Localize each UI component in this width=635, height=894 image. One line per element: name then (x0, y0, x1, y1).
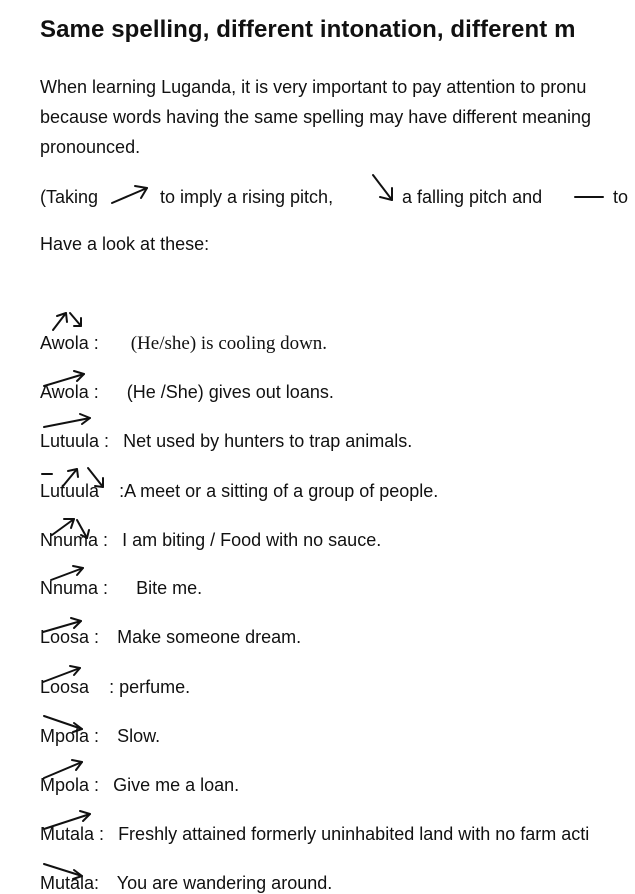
legend-text-falling: a falling pitch and (402, 187, 543, 207)
entry-7 (40, 627, 301, 648)
entry-word: Loosa : (40, 627, 100, 647)
entry-word: Awola : (40, 382, 99, 402)
entry-word: Mpola : (40, 775, 100, 795)
intro-line-2: because words having the same spelling may have different meaning (40, 107, 591, 127)
entry-3 (40, 431, 412, 452)
entry-meaning: :A meet or a sitting of a group of people. (119, 481, 439, 501)
entry-word: Mutala: (40, 873, 100, 893)
entry-meaning: (He/she) is cooling down. (130, 333, 328, 354)
entry-word: Lutuula : (40, 431, 110, 451)
entry-6 (40, 578, 202, 599)
entry-8 (40, 677, 190, 698)
look-at-these-text: Have a look at these: (40, 234, 210, 254)
entry-word: Nnuma : (40, 578, 109, 598)
entry-2 (40, 382, 334, 403)
entry-meaning: Net used by hunters to trap animals. (123, 431, 413, 451)
intro-line-1: When learning Luganda, it is very important to pay attention to pronu (40, 77, 587, 97)
entry-word: Awola : (40, 333, 99, 353)
legend-text-taking: (Taking (40, 187, 99, 207)
entry-meaning: Slow. (117, 726, 161, 746)
entry-word: Mutala : (40, 824, 105, 844)
entry-meaning: (He /She) gives out loans. (126, 382, 334, 402)
entry-meaning: : perfume. (109, 677, 191, 697)
entry-meaning: I am biting / Food with no sauce. (122, 530, 382, 550)
entry-1-falling-arrow-icon (70, 313, 81, 326)
legend-text-rising: to imply a rising pitch, (160, 187, 334, 207)
entry-4 (40, 481, 438, 502)
entry-1 (40, 333, 327, 355)
entry-11 (40, 824, 589, 845)
entry-5 (40, 530, 381, 551)
entry-12 (40, 873, 332, 894)
entry-word: Lutuula (40, 481, 100, 501)
entry-meaning: Make someone dream. (117, 627, 302, 647)
entry-meaning: Give me a loan. (113, 775, 240, 795)
legend-falling-arrow-icon (373, 175, 392, 200)
entry-word: Nnuma : (40, 530, 109, 550)
entry-3-rising-arrow-icon (44, 414, 90, 427)
entry-1-rising-arrow-icon (53, 313, 67, 330)
entry-meaning: You are wandering around. (116, 873, 333, 893)
intro-line-3: pronounced. (40, 137, 141, 157)
entry-meaning: Bite me. (136, 578, 203, 598)
entry-word: Loosa (40, 677, 90, 697)
document-title: Same spelling, different intonation, different m (40, 16, 576, 43)
legend-text-level: to (613, 187, 629, 207)
entry-word: Mpola : (40, 726, 100, 746)
entry-9 (40, 726, 160, 747)
entry-10 (40, 775, 239, 796)
legend-rising-arrow-icon (112, 186, 147, 203)
entry-meaning: Freshly attained formerly uninhabited land with no farm acti (118, 824, 590, 844)
